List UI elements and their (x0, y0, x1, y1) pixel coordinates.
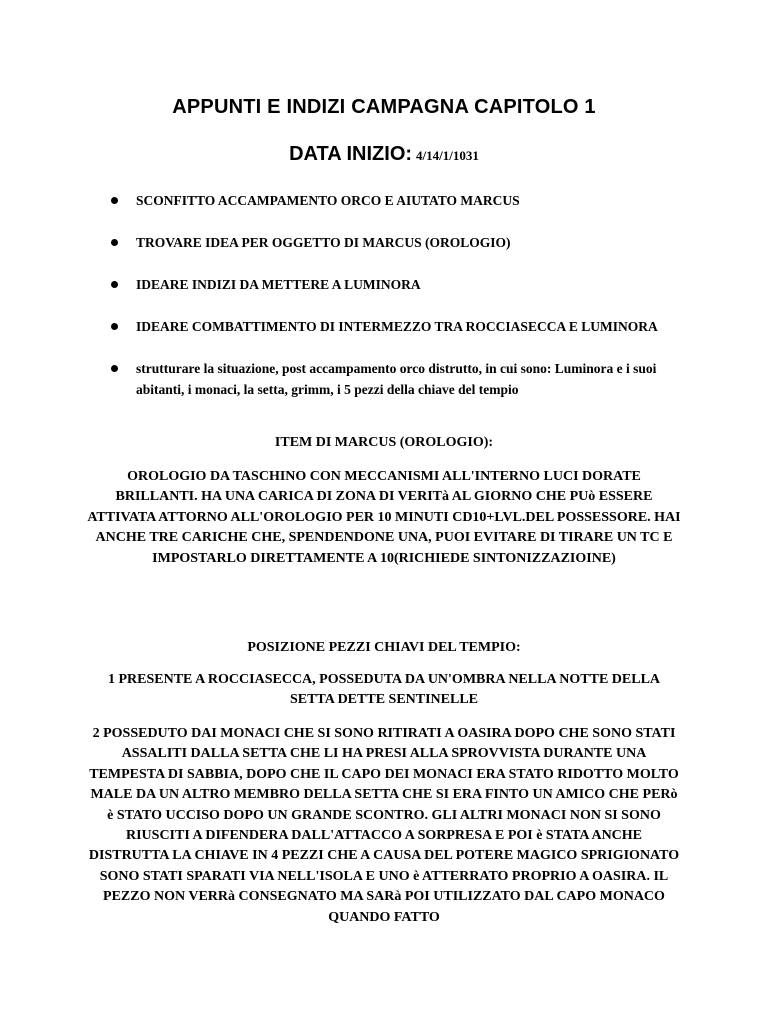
bullet-dot-icon (111, 281, 118, 288)
start-date-line (0, 143, 768, 166)
item-heading: ITEM DI MARCUS (OROLOGIO): (274, 435, 494, 450)
bullet-text: IDEARE COMBATTIMENTO DI INTERMEZZO TRA ROCCIASECCA E LUMINORA (136, 319, 658, 334)
bullet-text: TROVARE IDEA PER OGGETTO DI MARCUS (OROLOGIO) (136, 235, 511, 250)
start-date-label: DATA INIZIO: (289, 143, 413, 165)
position-paragraph-1: 1 PRESENTE A ROCCIASECCA, POSSEDUTA DA UN'OMBRA NELLA NOTTE DELLA SETTA DETTE SENTINELLE (107, 672, 661, 708)
bullet-text: IDEARE INDIZI DA METTERE A LUMINORA (136, 277, 421, 292)
position-paragraph-2: 2 POSSEDUTO DAI MONACI CHE SI SONO RITIRATI A OASIRA DOPO CHE SONO STATI ASSALITI DALLA SETTA CHE LI HA PRESI ALLA SPROVVISTA DURANTE UNA TEMPESTA DI SABBIA, DOPO CHE IL CAPO DEI MONACI ERA STATO RIDOTTO MOLTO MALE DA UN ALTRO MEMBRO DELLA SETTA CHE SI ERA FINTO UN AMICO CHE PERò è STATO UCCISO DOPO UN GRANDE SCONTRO. GLI ALTRI MONACI NON SI SONO RIUSCITI A DIFENDERA DALL'ATTACCO A SORPRESA E POI è STATA ANCHE DISTRUTTA LA CHIAVE IN 4 PEZZI CHE A CAUSA DEL POTERE MAGICO SPRIGIONATO SONO STATI SPARATI VIA NELL'ISOLA E UNO è ATTERRATO PROPRIO A OASIRA. IL PEZZO NON VERRà CONSEGNATO MA SARà POI UTILIZZATO DAL CAPO MONACO QUANDO FATTO (88, 726, 680, 925)
bullet-item (108, 232, 688, 253)
bullet-text: SCONFITTO ACCAMPAMENTO ORCO E AIUTATO MARCUS (136, 193, 520, 208)
bullet-dot-icon (111, 365, 118, 372)
page-title: APPUNTI E INDIZI CAMPAGNA CAPITOLO 1 (172, 96, 596, 118)
bullet-item (108, 358, 688, 400)
bullet-dot-icon (111, 197, 118, 204)
bullet-item (108, 190, 688, 211)
positions-heading: POSIZIONE PEZZI CHIAVI DEL TEMPIO: (247, 640, 521, 655)
bullet-dot-icon (111, 323, 118, 330)
bullet-item (108, 274, 688, 295)
notes-bullet-list (108, 190, 688, 421)
bullet-item (108, 316, 688, 337)
bullet-text: strutturare la situazione, post accampamento orco distrutto, in cui sono: Luminora e i suoi abitanti, i monaci, la setta, grimm, i 5 pezzi della chiave del tempio (136, 361, 657, 397)
bullet-dot-icon (111, 239, 118, 246)
item-description: OROLOGIO DA TASCHINO CON MECCANISMI ALL'INTERNO LUCI DORATE BRILLANTI. HA UNA CARICA DI ZONA DI VERITà AL GIORNO CHE PUò ESSERE ATTIVATA ATTORNO ALL'OROLOGIO PER 10 MINUTI CD10+LVL.DEL POSSESSORE. HAI ANCHE TRE CARICHE CHE, SPENDENDONE UNA, PUOI EVITARE DI TIRARE UN TC E IMPOSTARLO DIRETTAMENTE A 10(RICHIEDE SINTONIZZAZIOINE) (87, 469, 681, 566)
start-date-value: 4/14/1/1031 (416, 148, 479, 163)
